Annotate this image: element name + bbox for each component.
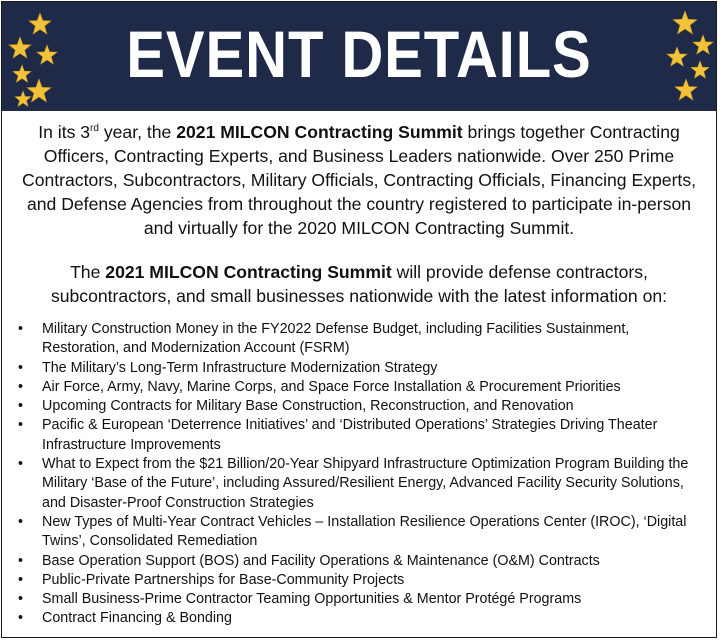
star-icon [690, 60, 710, 80]
list-item: • Military Construction Money in the FY2022 Defense Budget, including Facilities Sustainment, Restoration, and Modernization Account (FSRM) [14, 320, 708, 359]
intro-text-span: brings together Contracting Officers, Contracting Experts, and Business Leaders nationwide. Over 250 Prime Contractors, Subcontractors, Military Officials, Contracting Officials, Financing Experts, and Defense Agencies from throughout the country registered to participate in-person and virtually for the 2020 MILCON Contracting Summit. [21, 122, 697, 238]
list-item: • Public-Private Partnerships for Base-Community Projects [14, 571, 708, 590]
intro-text-span: will provide defense contractors, subcontractors, and small businesses nationwide with the latest information on: [50, 262, 668, 306]
intro-text-span: year, the [98, 122, 177, 142]
list-item: • Contract Financing & Bonding [14, 609, 708, 628]
list-item: • Base Operation Support (BOS) and Facility Operations & Maintenance (O&M) Contracts [14, 552, 708, 571]
list-item: • Small Business-Prime Contractor Teaming Opportunities & Mentor Protégé Programs [14, 590, 708, 609]
intro-text-span: The [70, 262, 106, 282]
intro-text-span: In its 3 [38, 122, 91, 142]
star-icon [672, 10, 698, 36]
title-banner [2, 2, 716, 111]
intro-text [12, 120, 706, 308]
event-name: 2021 MILCON Contracting Summit [105, 262, 392, 282]
star-icon [692, 34, 714, 56]
topics-list [14, 320, 708, 629]
list-item: • Air Force, Army, Navy, Marine Corps, and Space Force Installation & Procurement Priorities [14, 378, 708, 397]
intro-paragraph [12, 120, 706, 240]
list-item: • What to Expect from the $21 Billion/20-Year Shipyard Infrastructure Optimization Program Building the Military ‘Base of the Future’, including Assured/Resilient Energy, Advanced Facility Security Solutions, and Disaster-Proof Construction Strategies [14, 455, 708, 513]
event-name: 2021 MILCON Contracting Summit [176, 122, 463, 142]
list-item: • The Military’s Long-Term Infrastructure Modernization Strategy [14, 359, 708, 378]
star-icon [674, 78, 698, 102]
star-icon [14, 90, 32, 108]
list-item: • New Types of Multi-Year Contract Vehicles – Installation Resilience Operations Center (IROC), ‘Digital Twins’, Consolidated Remediation [14, 513, 708, 552]
list-item: • Upcoming Contracts for Military Base Construction, Reconstruction, and Renovation [14, 397, 708, 416]
page-title: EVENT DETAILS [126, 17, 592, 91]
event-details-card [1, 1, 717, 638]
topics-lead-paragraph [12, 260, 706, 308]
ordinal-suffix: rd [90, 123, 99, 134]
list-item: • Pacific & European ‘Deterrence Initiatives’ and ‘Distributed Operations’ Strategies Driving Theater Infrastructure Improvements [14, 416, 708, 455]
star-icon [8, 36, 32, 60]
